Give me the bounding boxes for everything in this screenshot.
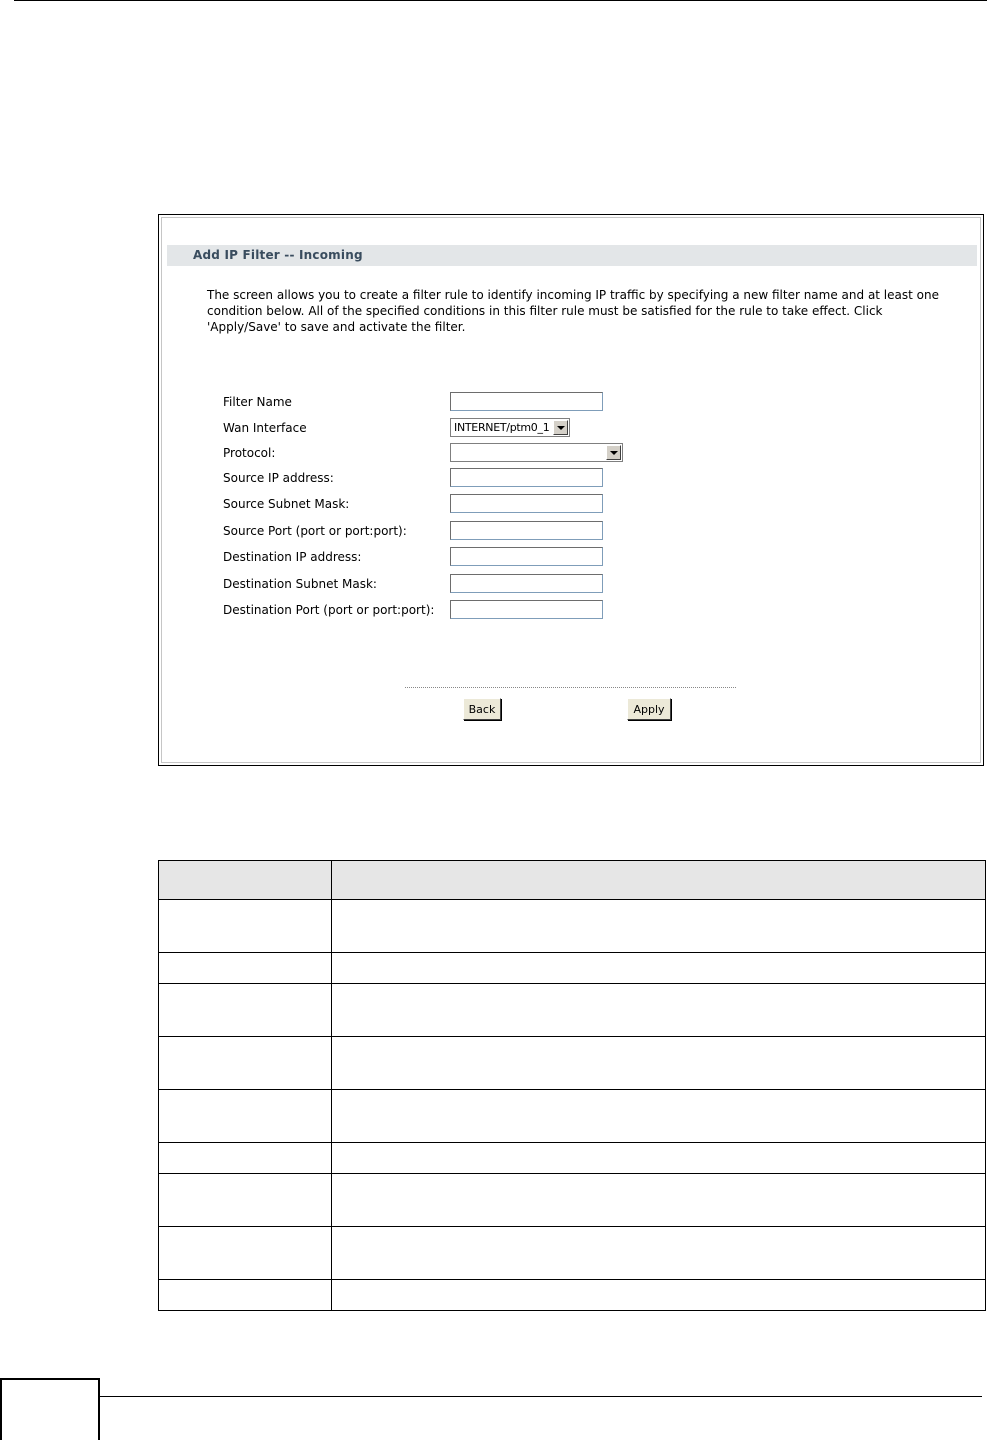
apply-button[interactable]: Apply bbox=[627, 698, 671, 720]
filter-name-label: Filter Name bbox=[223, 395, 292, 409]
table-header-label bbox=[159, 861, 332, 900]
dest-ip-input[interactable] bbox=[450, 547, 603, 566]
table-row bbox=[159, 984, 986, 1037]
wan-interface-label: Wan Interface bbox=[223, 421, 307, 435]
source-port-label: Source Port (port or port:port): bbox=[223, 524, 407, 538]
wan-interface-value: INTERNET/ptm0_1 bbox=[454, 421, 550, 434]
table-cell bbox=[159, 953, 332, 984]
footer-rule bbox=[100, 1396, 982, 1397]
wan-interface-select[interactable] bbox=[450, 418, 570, 437]
source-ip-label: Source IP address: bbox=[223, 471, 334, 485]
description-line-1: The screen allows you to create a filter rule to identify incoming IP traffic by specifying a new filter name and at least one bbox=[207, 288, 939, 302]
page-number-box bbox=[0, 1378, 100, 1440]
page-title: Add IP Filter -- Incoming bbox=[193, 248, 363, 262]
dest-port-label: Destination Port (port or port:port): bbox=[223, 603, 435, 617]
table-cell bbox=[159, 900, 332, 953]
table-cell bbox=[159, 1090, 332, 1143]
source-port-input[interactable] bbox=[450, 521, 603, 540]
chevron-down-icon[interactable] bbox=[606, 445, 621, 460]
table-row bbox=[159, 900, 986, 953]
table-header-row bbox=[159, 861, 986, 900]
table-cell bbox=[159, 1037, 332, 1090]
table-cell bbox=[159, 984, 332, 1037]
dest-mask-input[interactable] bbox=[450, 574, 603, 593]
protocol-label: Protocol: bbox=[223, 446, 276, 460]
dest-ip-label: Destination IP address: bbox=[223, 550, 362, 564]
protocol-select[interactable] bbox=[450, 443, 623, 462]
description-table bbox=[158, 860, 986, 1311]
chevron-down-icon[interactable] bbox=[553, 420, 568, 435]
table-cell bbox=[332, 900, 986, 953]
description-line-2: condition below. All of the specified conditions in this filter rule must be satisfied for the rule to take effect. Click bbox=[207, 304, 883, 318]
table-cell bbox=[332, 984, 986, 1037]
screen-description bbox=[207, 287, 947, 335]
table-cell bbox=[332, 1227, 986, 1280]
top-rule bbox=[14, 0, 987, 1]
table-row bbox=[159, 1174, 986, 1227]
table-row bbox=[159, 1227, 986, 1280]
back-button[interactable]: Back bbox=[463, 698, 501, 720]
table-row bbox=[159, 1037, 986, 1090]
source-mask-input[interactable] bbox=[450, 494, 603, 513]
dest-mask-label: Destination Subnet Mask: bbox=[223, 577, 377, 591]
table-cell bbox=[332, 1037, 986, 1090]
dest-port-input[interactable] bbox=[450, 600, 603, 619]
table-row bbox=[159, 1143, 986, 1174]
table-cell bbox=[159, 1143, 332, 1174]
description-line-3: 'Apply/Save' to save and activate the filter. bbox=[207, 320, 466, 334]
page-header-bar bbox=[167, 245, 977, 266]
table-cell bbox=[332, 1174, 986, 1227]
table-cell bbox=[332, 1280, 986, 1311]
table-row bbox=[159, 1280, 986, 1311]
table-header-description bbox=[332, 861, 986, 900]
table-row bbox=[159, 1090, 986, 1143]
screenshot-frame bbox=[158, 214, 984, 766]
table-cell bbox=[332, 1143, 986, 1174]
table-cell bbox=[332, 1090, 986, 1143]
table-cell bbox=[159, 1174, 332, 1227]
table-cell bbox=[159, 1227, 332, 1280]
source-mask-label: Source Subnet Mask: bbox=[223, 497, 350, 511]
table-cell bbox=[159, 1280, 332, 1311]
table-cell bbox=[332, 953, 986, 984]
filter-name-input[interactable] bbox=[450, 392, 603, 411]
table-row bbox=[159, 953, 986, 984]
button-divider bbox=[405, 687, 736, 688]
source-ip-input[interactable] bbox=[450, 468, 603, 487]
